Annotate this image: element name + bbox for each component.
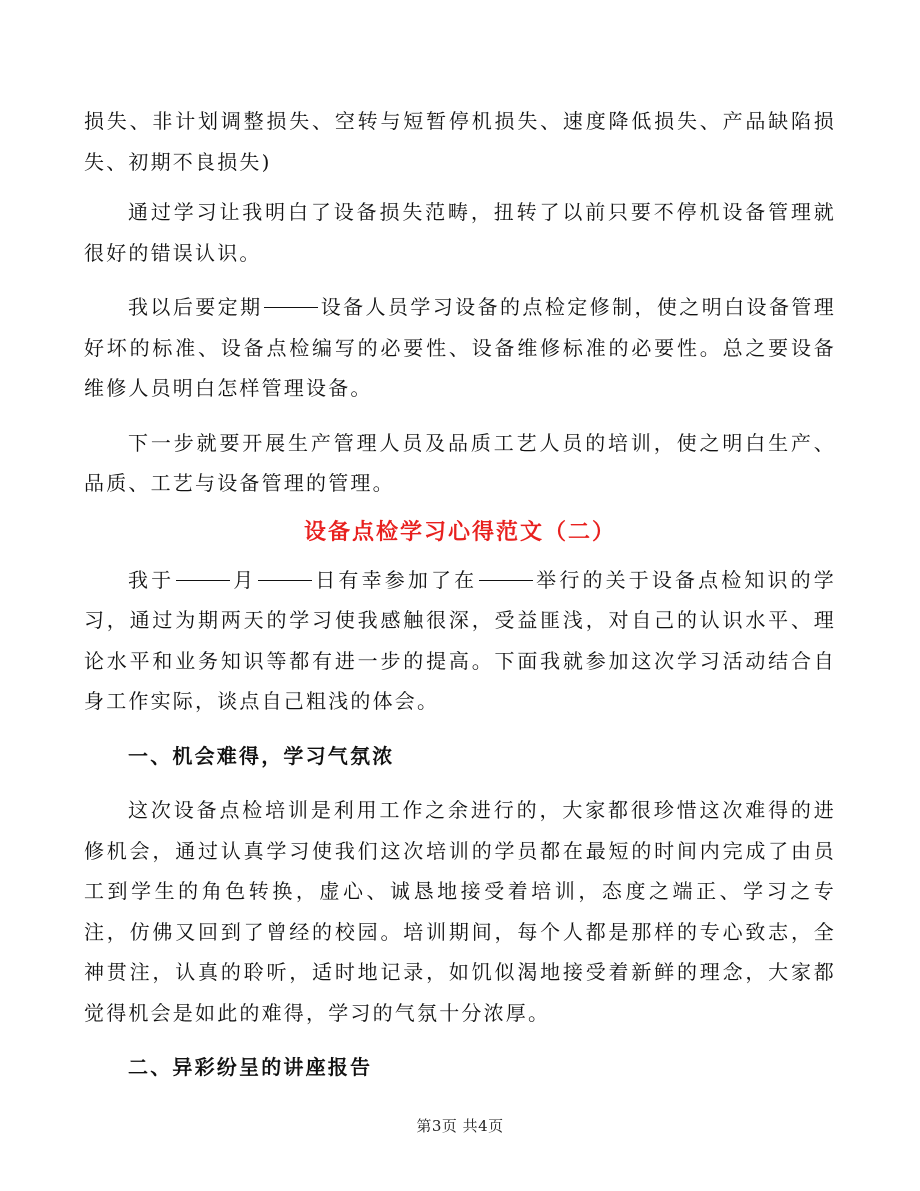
paragraph-2	[84, 287, 836, 409]
paragraph-4	[84, 560, 836, 722]
paragraph-3: 下一步就要开展生产管理人员及品质工艺人员的培训，使之明白生产、品质、工艺与设备管理的管理。	[84, 430, 836, 495]
heading-2: 二、异彩纷呈的讲座报告	[128, 1055, 373, 1079]
paragraph-continued: 损失、非计划调整损失、空转与短暂停机损失、速度降低损失、产品缺陷损失、初期不良损失)	[84, 109, 836, 174]
paragraph-4-part-a: 我于	[128, 567, 175, 592]
paragraph-4-part-c: 日有幸参加了在	[314, 567, 478, 592]
paragraph-1: 通过学习让我明白了设备损失范畴，扭转了以前只要不停机设备管理就很好的错误认识。	[84, 200, 836, 265]
paragraph-2-part-b: 设备人员学习设备的点检定修制，使之明白设备管理好坏的标准、设备点检编写的必要性、设备维修标准的必要性。总之要设备维修人员明白怎样管理设备。	[84, 295, 836, 400]
paragraph-2-part-a: 我以后要定期	[128, 295, 263, 319]
paragraph-4-part-d: 举行的关于设备点检知识的学习，通过为期两天的学习使我感触很深，受益匪浅，对自己的认识水平、理论水平和业务知识等都有进一步的提高。下面我就参加这次学习活动结合自身工作实际，谈点自己粗浅的体会。	[84, 567, 837, 713]
fill-blank	[264, 306, 318, 308]
page-footer: 第3页 共4页	[416, 1117, 504, 1135]
document-body	[84, 101, 836, 1088]
paragraph-4-part-b: 月	[232, 567, 257, 592]
fill-blank-place	[479, 579, 533, 581]
section-title: 设备点检学习心得范文（二）	[303, 518, 616, 545]
fill-blank-month	[176, 579, 230, 581]
heading-1: 一、机会难得，学习气氛浓	[128, 743, 395, 768]
paragraph-5: 这次设备点检培训是利用工作之余进行的，大家都很珍惜这次难得的进修机会，通过认真学习使我们这次培训的学员都在最短的时间内完成了由员工到学生的角色转换，虚心、诚恳地接受着培训，态度之端正、学习之专注，仿佛又回到了曾经的校园。培训期间，每个人都是那样的专心致志，全神贯注，认真的聆听，适时地记录，如饥似渴地接受着新鲜的理念，大家都觉得机会是如此的难得，学习的气氛十分浓厚。	[84, 798, 836, 1025]
fill-blank-day	[258, 579, 312, 581]
